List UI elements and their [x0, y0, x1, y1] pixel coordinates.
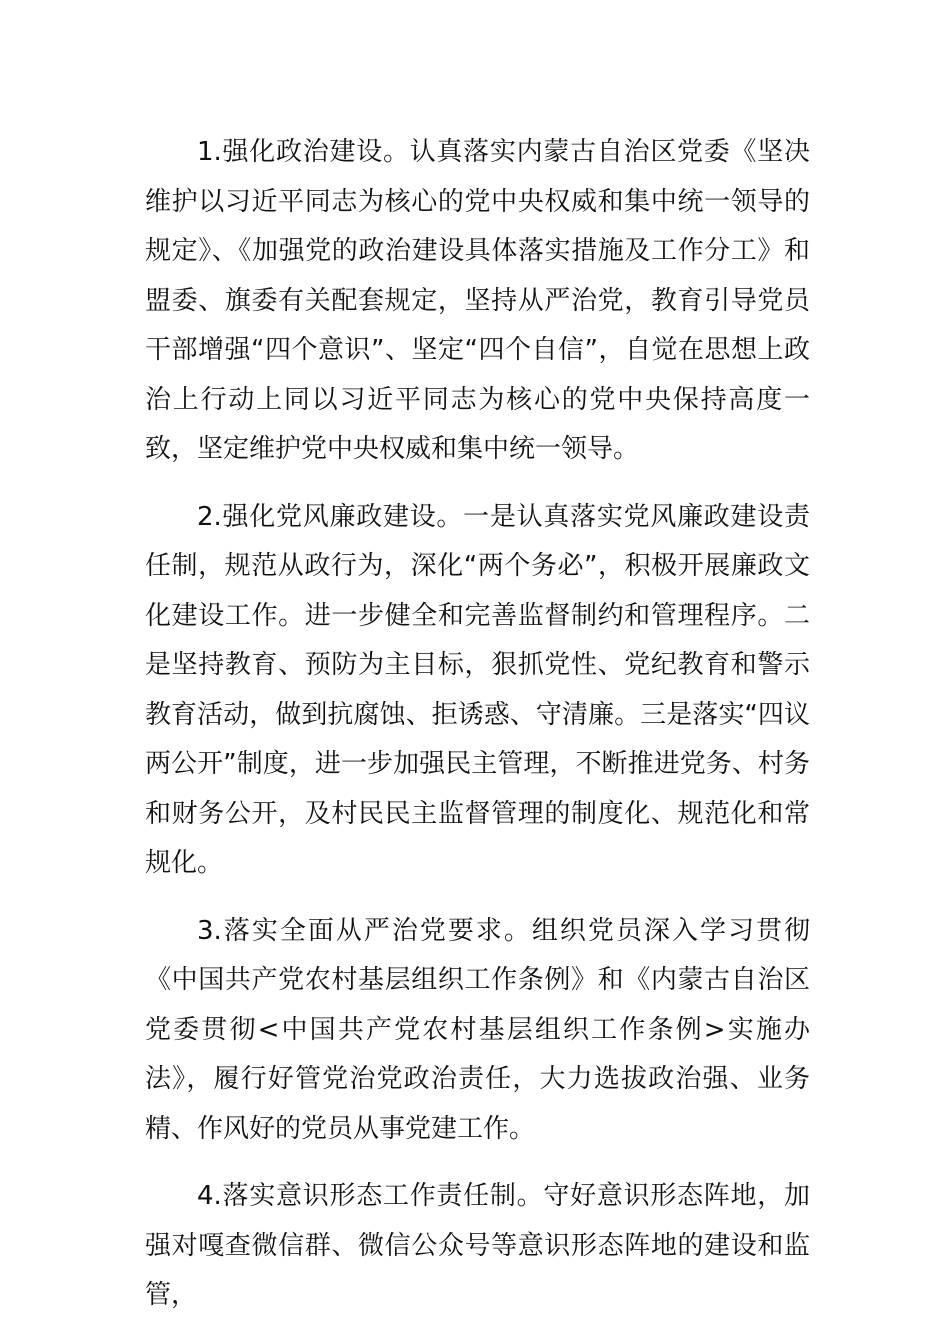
paragraph-ideology-responsibility: 4.落实意识形态工作责任制。守好意识形态阵地，加强对嘎查微信群、微信公众号等意识形态阵地的建设和监管，: [145, 1181, 810, 1310]
paragraph-strict-party-governance: 3.落实全面从严治党要求。组织党员深入学习贯彻《中国共产党农村基层组织工作条例》和《内蒙古自治区党委贯彻<中国共产党农村基层组织工作条例>实施办法》，履行好管党治党政治责任，大力选拔政治强、业务精、作风好的党员从事党建工作。: [145, 915, 810, 1144]
paragraph-integrity-construction: 2.强化党风廉政建设。一是认真落实党风廉政建设责任制，规范从政行为，深化“两个务必”，积极开展廉政文化建设工作。进一步健全和完善监督制约和管理程序。二是坚持教育、预防为主目标，狠抓党性、党纪教育和警示教育活动，做到抗腐蚀、拒诱惑、守清廉。三是落实“四议两公开”制度，进一步加强民主管理，不断推进党务、村务和财务公开，及村民民主监督管理的制度化、规范化和常规化。: [145, 501, 810, 878]
paragraph-political-construction: 1.强化政治建设。认真落实内蒙古自治区党委《坚决维护以习近平同志为核心的党中央权威和集中统一领导的规定》、《加强党的政治建设具体落实措施及工作分工》和盟委、旗委有关配套规定，坚持从严治党，教育引导党员干部增强“四个意识”、坚定“四个自信”，自觉在思想上政治上行动上同以习近平同志为核心的党中央保持高度一致，坚定维护党中央权威和集中统一领导。: [145, 137, 810, 464]
document-body: [145, 128, 810, 1339]
